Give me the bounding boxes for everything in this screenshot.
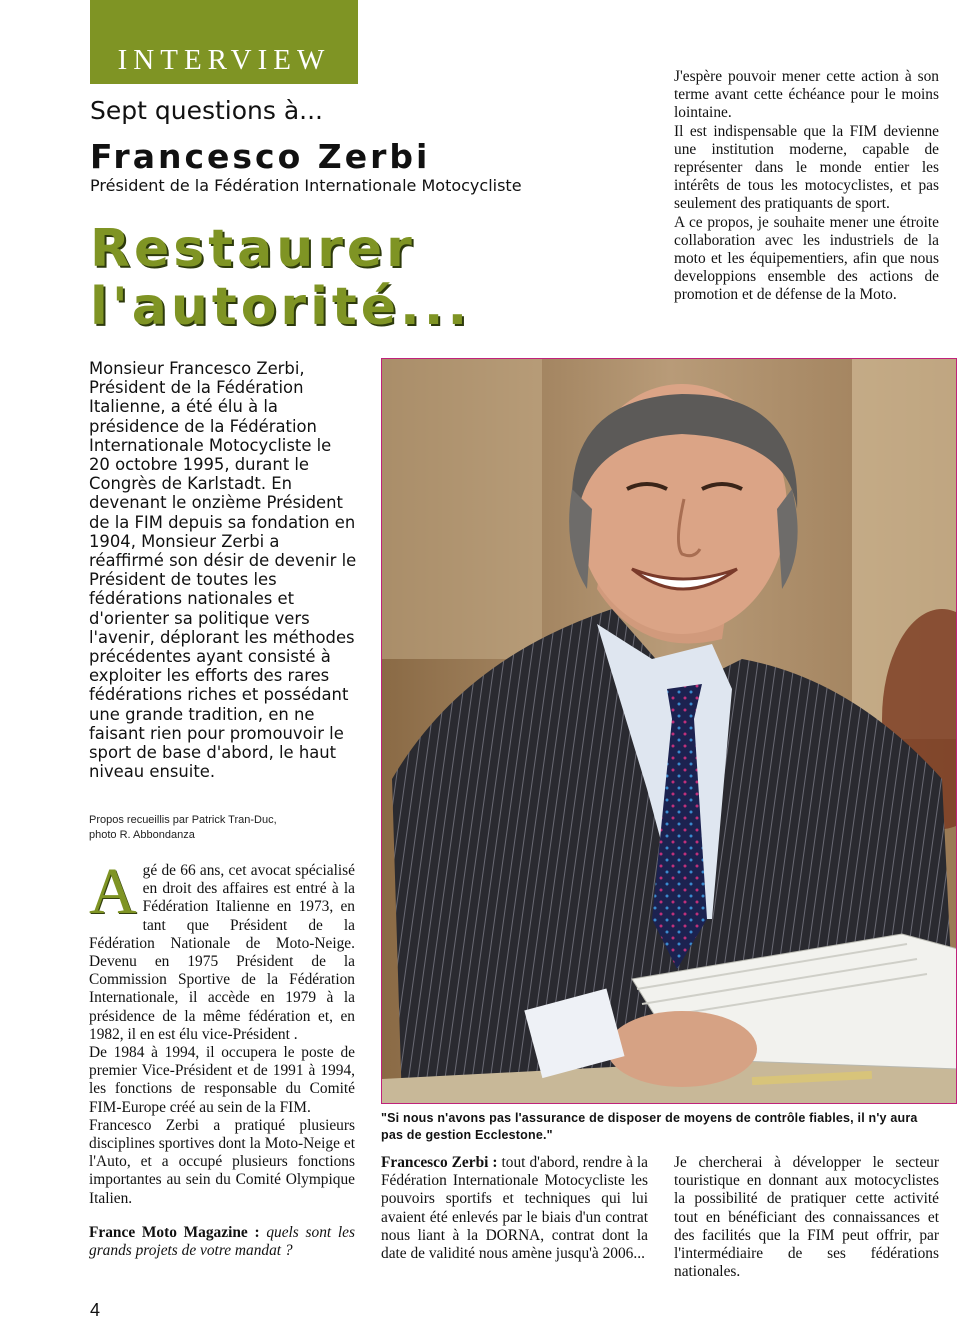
paragraph: J'espère pouvoir mener cette action à son terme avant cette échéance pour le moins lointaine. xyxy=(674,68,939,122)
paragraph: Francesco Zerbi a pratiqué plusieurs disciplines sportives dont la Moto-Neige et l'Auto, et a occupé plusieurs fonctions importantes au sein du Comité Olympique Italien. xyxy=(89,1116,355,1207)
paragraph-text: gé de 66 ans, cet avocat spécialisé en droit des affaires est entré à la Fédération Italienne en 1973, en tant que Président de la Fédération Nationale de Moto-Neige. Devenu en 1975 Président de la Commission Sportive de la Fédération Internationale, il accède en 1979 à la présidence de la même fédération et, en 1982, il en est élu vice-Président . xyxy=(89,862,355,1043)
section-banner xyxy=(90,0,358,84)
interviewee-name: Francesco Zerbi xyxy=(90,137,431,176)
credits-line: Propos recueillis par Patrick Tran-Duc, xyxy=(89,814,277,826)
paragraph: De 1984 à 1994, il occupera le poste de premier Vice-Président et de 1991 à 1994, les fonctions de responsable du Comité FIM-Europe créé au sein de la FIM. xyxy=(89,1044,355,1116)
column-left-body xyxy=(89,855,355,1260)
answer-paragraph xyxy=(381,1154,648,1263)
headline-line-2: l'autorité... xyxy=(90,277,472,337)
headline xyxy=(90,220,560,336)
interview-question xyxy=(89,1224,355,1260)
question-speaker: France Moto Magazine : xyxy=(89,1223,260,1241)
paragraph: A ce propos, je souhaite mener une étroite collaboration avec les industriels de la moto et les équipementiers, afin que nous developpions ensemble des actions de promotion et de défense de la Moto. xyxy=(674,213,939,304)
answer-text: tout d'abord, rendre à la Fédération Internationale Motocycliste les pouvoirs sportifs et techniques qui lui avaient été enlevés par le biais d'un contrat nous liant à la DORNA, contrat dont la date de validité nous amène jusqu'à 2006... xyxy=(381,1154,648,1263)
headline-line-1: Restaurer xyxy=(90,219,416,279)
paragraph: Je chercherai à développer le secteur touristique en donnant aux motocyclistes la possibilité de pratiquer cette activité tout en bénéficiant des connaissances et des facilités que la FIM peut offrir, par l'intermédiaire de ses fédérations nationales. xyxy=(674,1154,939,1281)
section-label: INTERVIEW xyxy=(117,44,331,76)
answer-speaker: Francesco Zerbi : xyxy=(381,1154,498,1171)
drop-cap: A xyxy=(89,855,137,928)
credits-line: photo R. Abbondanza xyxy=(89,829,195,841)
intro-paragraph: Monsieur Francesco Zerbi, Président de la Fédération Italienne, a été élu à la présidence de la Fédération Internationale Motocycliste le 20 octobre 1995, durant le Congrès de Karlstadt. En devenant le onzième Président de la FIM depuis sa fondation en 1904, Monsieur Zerbi a réaffirmé son désir de devenir le Président de toutes les fédérations nationales et d'orienter sa politique vers l'avenir, déplorant les méthodes précédentes ayant consisté à exploiter les efforts des rares fédérations riches et possédant une grande tradition, en ne faisant rien pour promouvoir le sport de base d'abord, le haut niveau ensuite. xyxy=(89,359,357,782)
paragraph: Il est indispensable que la FIM devienne une institution moderne, capable de représenter dans le monde entier les intérêts de tous les motocyclistes, et pas seulement des pratiquants de sport. xyxy=(674,122,939,213)
column-bottom-middle xyxy=(381,1154,648,1263)
photo-caption: "Si nous n'avons pas l'assurance de disposer de moyens de contrôle fiables, il n'y aura pas de gestion Ecclestone." xyxy=(381,1111,918,1142)
interviewee-role: Président de la Fédération Internationale Motocycliste xyxy=(90,176,522,195)
portrait-photo xyxy=(381,358,957,1104)
column-bottom-right xyxy=(674,1154,939,1281)
question-text: quels sont les grands projets de votre mandat ? xyxy=(89,1223,355,1260)
column-right-top xyxy=(674,68,939,305)
page-number: 4 xyxy=(90,1300,101,1320)
credits xyxy=(89,813,349,843)
portrait-illustration xyxy=(382,359,957,1104)
subtitle: Sept questions à... xyxy=(90,96,324,125)
paragraph xyxy=(89,855,355,1044)
